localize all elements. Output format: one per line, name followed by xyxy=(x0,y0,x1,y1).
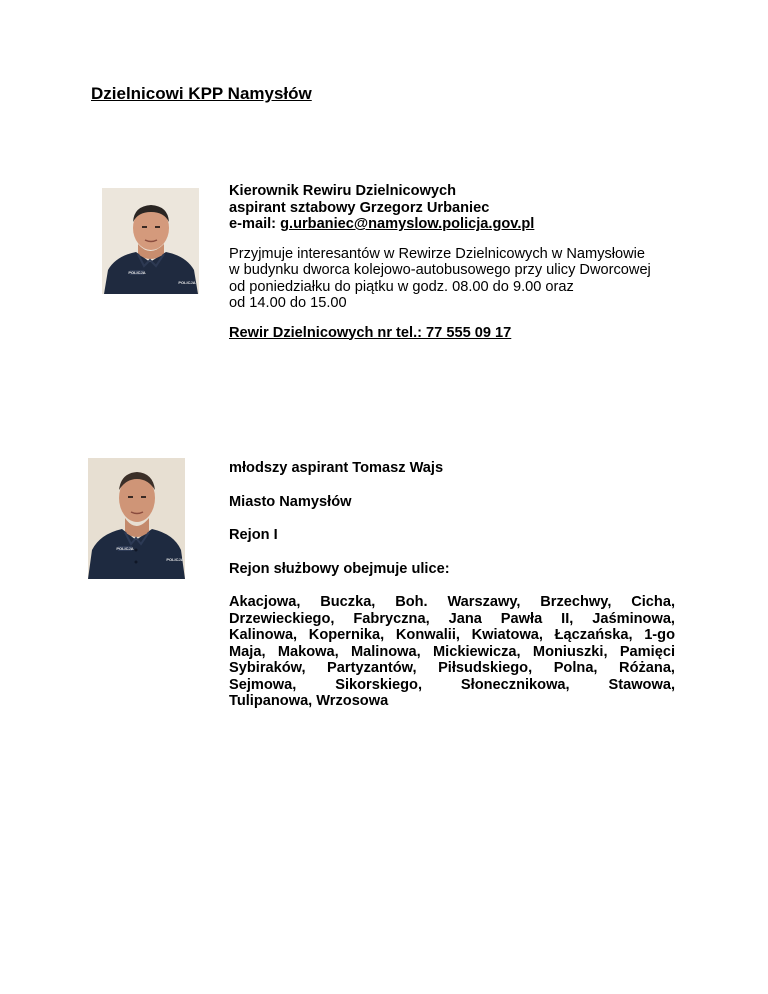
officer-1-email-link[interactable]: g.urbaniec@namyslow.policja.gov.pl xyxy=(280,216,535,232)
streets-line-2: Drzewieckiego, Fabryczna, Jana Pawła II, Jaśminowa, xyxy=(229,610,675,627)
officer-1-phone: Rewir Dzielnicowych nr tel.: 77 555 09 17 xyxy=(229,324,512,341)
officer-1-email-label: e-mail: xyxy=(229,216,281,232)
officer-1-photo xyxy=(102,188,199,294)
spacer xyxy=(229,233,675,246)
officer-1-info xyxy=(229,183,675,341)
officer-2-sleeve-badge: POLICJA xyxy=(166,557,184,562)
officer-2-badge-text: POLICJA xyxy=(116,546,134,551)
spacer xyxy=(229,477,675,494)
officer-2-district: Rejon I xyxy=(229,527,278,543)
officer-1-info-line-3: od poniedziałku do piątku w godz. 08.00 do 9.00 oraz xyxy=(229,278,574,295)
officer-2-info xyxy=(229,460,675,710)
officer-2-city: Miasto Namysłów xyxy=(229,493,352,510)
streets-line-3: Kalinowa, Kopernika, Konwalii, Kwiatowa, Łączańska, 1-go xyxy=(229,627,675,643)
officer-2-streets-heading: Rejon służbowy obejmuje ulice: xyxy=(229,560,450,577)
spacer xyxy=(229,312,675,325)
spacer xyxy=(229,510,675,527)
officer-1-sleeve-badge: POLICJA xyxy=(178,280,196,285)
officer-2-streets-list xyxy=(229,594,675,710)
streets-line-7: Tulipanowa, Wrzosowa xyxy=(229,693,389,709)
officer-2-portrait-image xyxy=(88,458,185,579)
officer-1-info-line-2: w budynku dworca kolejowo-autobusowego przy ulicy Dworcowej xyxy=(229,262,651,278)
spacer xyxy=(229,544,675,561)
spacer xyxy=(229,577,675,594)
officer-1-role: Kierownik Rewiru Dzielnicowych xyxy=(229,183,457,199)
streets-line-5: Sybiraków, Partyzantów, Piłsudskiego, Polna, Różana, xyxy=(229,660,675,676)
officer-1-info-line-4: od 14.00 do 15.00 xyxy=(229,295,347,311)
officer-2-name: młodszy aspirant Tomasz Wajs xyxy=(229,460,444,476)
page-title: Dzielnicowi KPP Namysłów xyxy=(91,84,312,103)
officer-2-photo xyxy=(88,458,185,579)
officer-1-badge-text: POLICJA xyxy=(128,270,146,275)
officer-1-info-line-1: Przyjmuje interesantów w Rewirze Dzielnicowych w Namysłowie xyxy=(229,245,646,262)
streets-line-6: Sejmowa, Sikorskiego, Słonecznikowa, Stawowa, xyxy=(229,676,675,693)
officer-1-portrait-image xyxy=(102,188,199,294)
streets-line-4: Maja, Makowa, Malinowa, Mickiewicza, Moniuszki, Pamięci xyxy=(229,643,675,660)
officer-1-email-line xyxy=(229,216,675,233)
streets-line-1: Akacjowa, Buczka, Boh. Warszawy, Brzechwy, Cicha, xyxy=(229,594,675,610)
officer-1-name: aspirant sztabowy Grzegorz Urbaniec xyxy=(229,199,490,216)
